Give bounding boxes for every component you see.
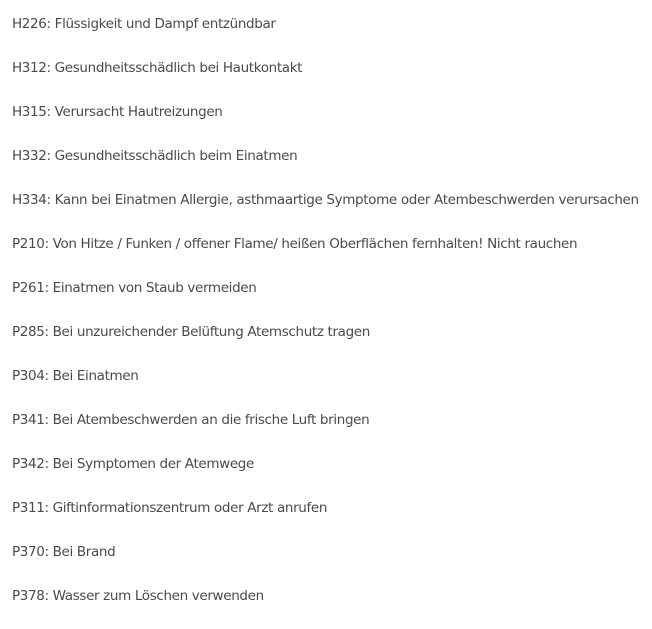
precaution-statement-p341: P341: Bei Atembeschwerden an die frische Luft bringen (12, 412, 370, 428)
hazard-statement-list (12, 13, 648, 629)
hazard-statement-h332: H332: Gesundheitsschädlich beim Einatmen (12, 148, 298, 164)
hazard-statement-h312: H312: Gesundheitsschädlich bei Hautkontakt (12, 60, 303, 76)
precaution-statement-p342: P342: Bei Symptomen der Atemwege (12, 456, 254, 472)
precaution-statement-p261: P261: Einatmen von Staub vermeiden (12, 280, 257, 296)
precaution-statement-p370: P370: Bei Brand (12, 544, 116, 560)
hazard-statement-h226: H226: Flüssigkeit und Dampf entzündbar (12, 16, 276, 32)
precaution-statement-p285: P285: Bei unzureichender Belüftung Atemschutz tragen (12, 324, 370, 340)
precaution-statement-p304: P304: Bei Einatmen (12, 368, 139, 384)
hazard-statement-h334: H334: Kann bei Einatmen Allergie, asthmaartige Symptome oder Atembeschwerden verursachen (12, 192, 639, 208)
precaution-statement-p210: P210: Von Hitze / Funken / offener Flame/ heißen Oberflächen fernhalten! Nicht rauchen (12, 236, 578, 252)
hazard-statement-h315: H315: Verursacht Hautreizungen (12, 104, 223, 120)
precaution-statement-p311: P311: Giftinformationszentrum oder Arzt anrufen (12, 500, 328, 516)
precaution-statement-p378: P378: Wasser zum Löschen verwenden (12, 588, 264, 604)
